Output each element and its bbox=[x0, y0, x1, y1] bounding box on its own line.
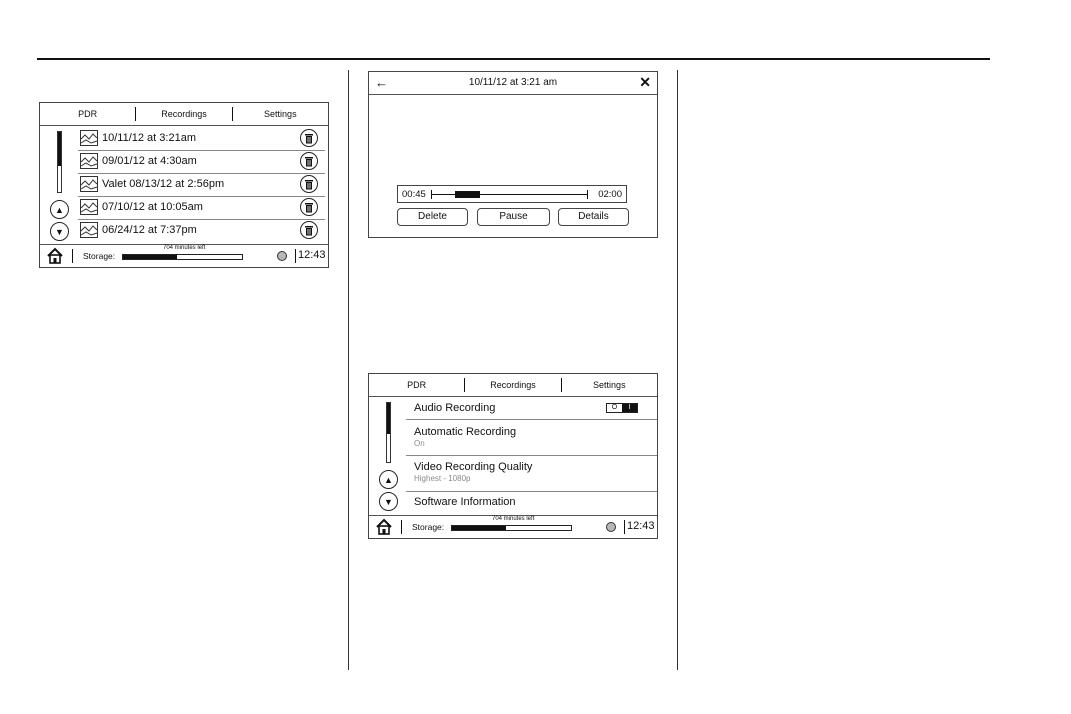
setting-title: Automatic Recording bbox=[414, 426, 517, 438]
tab-settings[interactable]: Settings bbox=[593, 380, 626, 390]
recording-label: 06/24/12 at 7:37pm bbox=[102, 224, 197, 236]
toggle-off-label: O bbox=[611, 404, 618, 411]
tab-recordings[interactable]: Recordings bbox=[161, 109, 207, 119]
setting-title: Software Information bbox=[414, 496, 516, 508]
status-separator bbox=[295, 249, 296, 263]
audio-recording-toggle[interactable] bbox=[606, 403, 638, 413]
tab-pdr[interactable]: PDR bbox=[407, 380, 427, 390]
recording-row[interactable] bbox=[78, 127, 325, 151]
setting-value: Highest - 1080p bbox=[414, 474, 471, 483]
scrollbar-thumb[interactable] bbox=[387, 403, 390, 434]
recording-row[interactable] bbox=[78, 150, 325, 174]
tab-bar bbox=[369, 374, 657, 397]
video-thumbnail-icon bbox=[80, 199, 98, 215]
scroll-down-button[interactable] bbox=[50, 222, 69, 241]
arrow-left-icon[interactable]: ← bbox=[375, 75, 388, 90]
triangle-up-icon: ▲ bbox=[384, 474, 393, 485]
recording-status-indicator bbox=[277, 251, 287, 261]
playback-screen bbox=[368, 71, 658, 238]
timeline-playhead[interactable] bbox=[455, 191, 480, 198]
home-icon[interactable] bbox=[375, 518, 393, 536]
storage-label: Storage: bbox=[412, 522, 445, 532]
timeline-end-time: 02:00 bbox=[598, 189, 622, 200]
status-bar bbox=[40, 244, 328, 267]
tab-recordings[interactable]: Recordings bbox=[490, 380, 536, 390]
trash-icon bbox=[304, 179, 314, 190]
status-separator bbox=[401, 520, 402, 534]
delete-button[interactable]: Delete bbox=[397, 208, 468, 226]
clock: 12:43 bbox=[627, 520, 655, 532]
trash-icon bbox=[304, 156, 314, 167]
home-icon[interactable] bbox=[46, 247, 64, 265]
scroll-down-button[interactable] bbox=[379, 492, 398, 511]
scrollbar-track[interactable] bbox=[57, 131, 62, 193]
playback-title: 10/11/12 at 3:21 am bbox=[468, 77, 558, 88]
details-button[interactable]: Details bbox=[558, 208, 629, 226]
status-separator bbox=[624, 520, 625, 534]
recording-status-indicator bbox=[606, 522, 616, 532]
settings-screen bbox=[368, 373, 658, 539]
setting-audio-recording[interactable] bbox=[406, 397, 657, 420]
storage-meter bbox=[122, 254, 243, 260]
pause-button[interactable]: Pause bbox=[477, 208, 550, 226]
recording-row[interactable] bbox=[78, 219, 325, 242]
setting-title: Audio Recording bbox=[414, 402, 496, 414]
timeline-start-time: 00:45 bbox=[402, 189, 426, 200]
scroll-up-button[interactable] bbox=[50, 200, 69, 219]
storage-remaining: 704 minutes left bbox=[163, 245, 206, 251]
trash-icon bbox=[304, 133, 314, 144]
setting-automatic-recording[interactable] bbox=[406, 420, 657, 456]
recording-label: 09/01/12 at 4:30am bbox=[102, 155, 197, 167]
video-thumbnail-icon bbox=[80, 130, 98, 146]
page-top-rule bbox=[37, 58, 990, 60]
trash-icon bbox=[304, 225, 314, 236]
tab-settings[interactable]: Settings bbox=[264, 109, 297, 119]
delete-recording-button[interactable] bbox=[300, 129, 318, 147]
toggle-on-label: I bbox=[622, 404, 637, 412]
delete-recording-button[interactable] bbox=[300, 221, 318, 239]
video-thumbnail-icon bbox=[80, 176, 98, 192]
delete-recording-button[interactable] bbox=[300, 152, 318, 170]
column-divider-left bbox=[348, 70, 349, 670]
status-separator bbox=[72, 249, 73, 263]
setting-software-information[interactable] bbox=[406, 492, 657, 514]
setting-video-quality[interactable] bbox=[406, 456, 657, 492]
setting-value: On bbox=[414, 439, 425, 448]
triangle-down-icon: ▼ bbox=[55, 226, 64, 237]
tab-pdr[interactable]: PDR bbox=[78, 109, 98, 119]
storage-meter-fill bbox=[452, 526, 506, 530]
triangle-up-icon: ▲ bbox=[55, 204, 64, 215]
delete-recording-button[interactable] bbox=[300, 198, 318, 216]
playback-timeline[interactable] bbox=[397, 185, 627, 203]
setting-title: Video Recording Quality bbox=[414, 461, 533, 473]
playback-header bbox=[369, 72, 657, 95]
timeline-end-tick bbox=[587, 190, 588, 199]
recording-label: 10/11/12 at 3:21am bbox=[102, 132, 196, 144]
scrollbar-track[interactable] bbox=[386, 402, 391, 463]
recordings-screen bbox=[39, 102, 329, 268]
recording-row[interactable] bbox=[78, 196, 325, 220]
recording-label: Valet 08/13/12 at 2:56pm bbox=[102, 178, 225, 190]
recording-label: 07/10/12 at 10:05am bbox=[102, 201, 203, 213]
storage-meter-fill bbox=[123, 255, 177, 259]
tab-bar bbox=[40, 103, 328, 126]
delete-recording-button[interactable] bbox=[300, 175, 318, 193]
storage-meter bbox=[451, 525, 572, 531]
storage-remaining: 704 minutes left bbox=[492, 516, 535, 522]
clock: 12:43 bbox=[298, 249, 326, 261]
scroll-up-button[interactable] bbox=[379, 470, 398, 489]
video-thumbnail-icon bbox=[80, 153, 98, 169]
recording-row[interactable] bbox=[78, 173, 325, 197]
status-bar bbox=[369, 515, 657, 538]
storage-label: Storage: bbox=[83, 251, 116, 261]
scrollbar-thumb[interactable] bbox=[58, 132, 61, 166]
trash-icon bbox=[304, 202, 314, 213]
column-divider-right bbox=[677, 70, 678, 670]
video-thumbnail-icon bbox=[80, 222, 98, 238]
triangle-down-icon: ▼ bbox=[384, 496, 393, 507]
close-icon[interactable]: ✕ bbox=[639, 74, 651, 90]
